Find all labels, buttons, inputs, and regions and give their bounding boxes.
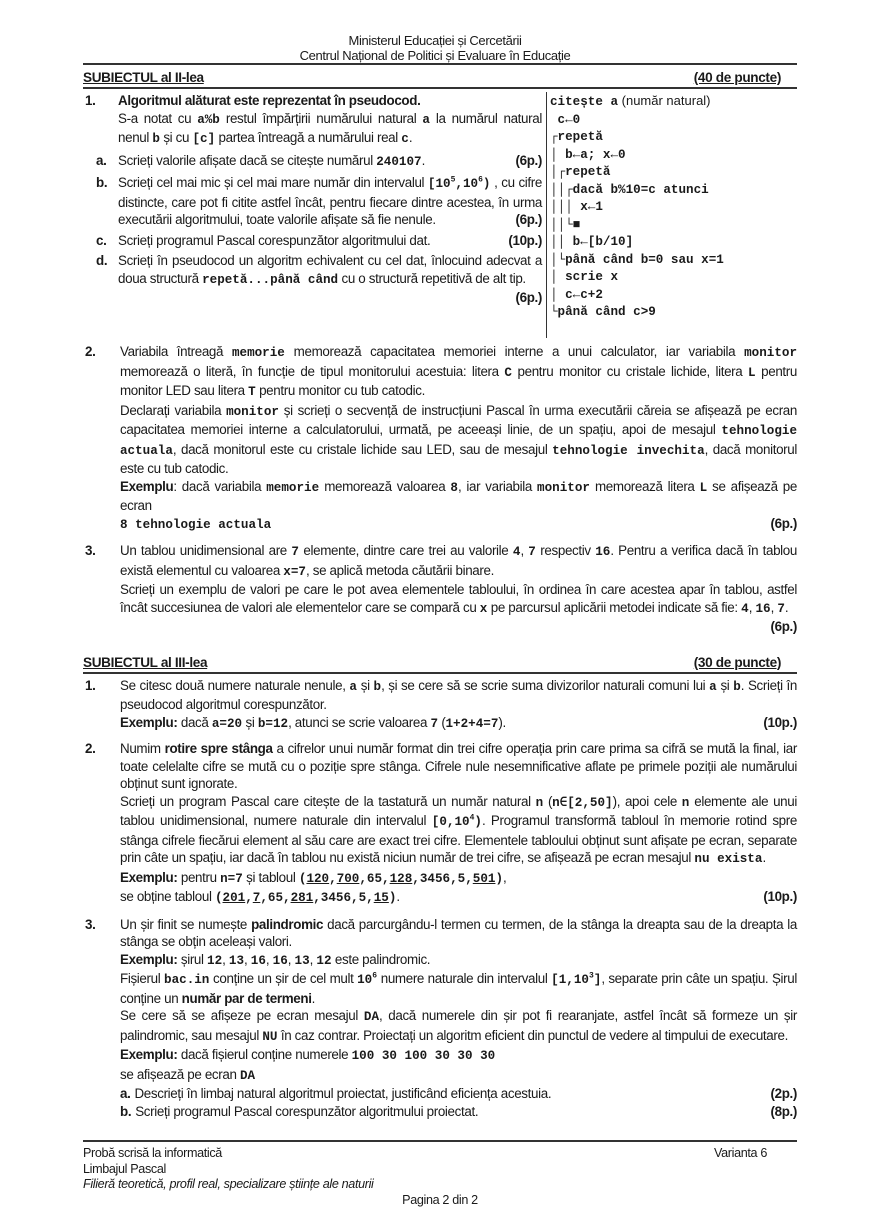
text-run: Exemplu: bbox=[120, 951, 178, 967]
text-run: Variabila întreagă bbox=[120, 344, 232, 359]
code-run: monitor bbox=[226, 404, 279, 419]
subitem bbox=[96, 152, 542, 172]
text-run: , bbox=[287, 951, 295, 967]
text-run: Scrieți cel mai mic și cel mai mare număr din intervalul bbox=[118, 175, 428, 190]
text-run: , bbox=[222, 951, 229, 967]
footer bbox=[83, 1140, 797, 1220]
section-points: (30 de puncte) bbox=[693, 654, 781, 670]
paragraph bbox=[120, 1066, 797, 1086]
text-run: , bbox=[520, 543, 529, 558]
paragraph bbox=[120, 402, 797, 478]
item-number: 2. bbox=[85, 741, 96, 756]
footer-exam: Probă scrisă la informatică bbox=[83, 1146, 222, 1160]
paragraph bbox=[120, 478, 797, 515]
code-run: ,3456,5, bbox=[412, 871, 473, 886]
text-run: ( bbox=[543, 793, 553, 809]
code-run: monitor bbox=[744, 346, 797, 360]
section-title: SUBIECTUL al III-lea bbox=[83, 654, 208, 670]
pseudocode-line: ││└■ bbox=[550, 217, 581, 232]
code-run: 100 30 100 30 30 30 bbox=[351, 1049, 496, 1063]
code-run: b=12 bbox=[257, 716, 289, 731]
code-run: a bbox=[349, 679, 357, 694]
code-run: ( bbox=[214, 891, 223, 905]
text-run: Exemplu: bbox=[120, 1047, 178, 1062]
text-run: , și se cere să se scrie suma divizorilor naturali comuni lui bbox=[381, 677, 710, 693]
text-run: Un șir finit se numește bbox=[120, 916, 252, 932]
code-run: n bbox=[535, 795, 544, 810]
points-label: (6p.) bbox=[770, 515, 797, 531]
text-run: memorează o literă, în funcție de tipul monitorului acestuia: litera bbox=[120, 363, 505, 379]
text-run: . Scrieți în pseudocod algoritmul corespunzător. bbox=[120, 677, 797, 712]
code-run: 10 bbox=[357, 973, 373, 987]
text-run: pentru monitor cu cristale lichide, litera bbox=[511, 363, 748, 379]
pseudocode-line: c←0 bbox=[550, 112, 581, 127]
item-3-1 bbox=[83, 677, 797, 734]
text-run: Exemplu bbox=[120, 478, 174, 494]
code-run: 281 bbox=[290, 891, 314, 905]
code-run: bac.in bbox=[164, 973, 210, 987]
paragraph bbox=[120, 888, 797, 908]
code-run: 7 bbox=[528, 545, 536, 559]
subitem bbox=[96, 174, 542, 229]
code-run: 6 bbox=[372, 971, 378, 981]
code-run: 12 bbox=[207, 953, 223, 968]
code-run: L bbox=[747, 365, 756, 380]
text-run: . Pentru a verifica dacă în tablou există elementul cu valoarea bbox=[120, 543, 798, 578]
text-run: pentru monitor LED sau litera bbox=[120, 363, 798, 398]
text-run: : dacă variabila bbox=[173, 478, 267, 494]
code-run: a%b bbox=[197, 112, 220, 127]
pseudocode-line: ┌repetă bbox=[550, 130, 603, 144]
paragraph bbox=[120, 714, 797, 734]
code-run: 700 bbox=[336, 871, 360, 886]
text-run: pentru bbox=[177, 869, 221, 885]
code-run: 16 bbox=[272, 953, 288, 968]
text-run: memorează litera bbox=[589, 478, 700, 494]
text-run: Exemplu: bbox=[120, 714, 178, 730]
code-run: nu exista bbox=[694, 852, 763, 866]
pseudocode-text: citește a bbox=[550, 95, 619, 109]
code-run: T bbox=[248, 385, 256, 399]
text-run: Scrieți un exemplu de valori pe care le pot avea elementele tabloului, în ordinea în care acestea apar în tablou, astfel încât succesiunea de valori ale elementelor care se compară cu bbox=[120, 582, 797, 615]
pseudocode-line bbox=[547, 92, 797, 112]
text-run: , bbox=[770, 599, 778, 615]
code-run: 4 bbox=[469, 813, 475, 823]
code-run: 7 bbox=[777, 601, 785, 616]
code-run: repetă...până când bbox=[202, 272, 339, 287]
points-label: (6p.) bbox=[515, 212, 542, 227]
code-run: a bbox=[422, 112, 430, 127]
text-run: , dacă monitorul este cu tub catodic. bbox=[120, 441, 798, 476]
item-body bbox=[120, 740, 797, 908]
paragraph bbox=[120, 793, 797, 869]
code-run: ) bbox=[388, 891, 397, 905]
code-run: 8 tehnologie actuala bbox=[120, 517, 272, 532]
text-run: , cu cifre distincte, care pot fi citite astfel încât, pentru fiecare dintre acestea, în urma executării algoritmului, toate valorile afișate să fie nenule. bbox=[118, 175, 542, 227]
pseudocode-line: ││┌dacă b%10=c atunci bbox=[550, 182, 709, 197]
points-label: (6p.) bbox=[515, 152, 542, 168]
code-run: , bbox=[329, 871, 337, 886]
text-run: dacă bbox=[177, 714, 212, 730]
code-run: a=20 bbox=[211, 716, 243, 731]
code-run: [0,10 bbox=[431, 815, 470, 829]
item-body bbox=[120, 542, 797, 636]
pseudocode-line: │ b←a; x←0 bbox=[550, 147, 626, 162]
text-run: la numărul natural nenul bbox=[118, 110, 542, 145]
code-run: [10 bbox=[427, 177, 451, 191]
text-run: , se aplică metoda căutării binare. bbox=[305, 562, 494, 578]
item-paragraphs bbox=[120, 916, 797, 1086]
points-label: (10p.) bbox=[763, 889, 797, 904]
text-run: Se cere să se afișeze pe ecran mesajul bbox=[120, 1008, 364, 1023]
code-run: x bbox=[479, 601, 488, 616]
text-run: S-a notat cu bbox=[118, 110, 198, 126]
code-run: n∈[2,50] bbox=[552, 795, 613, 810]
item-2-1 bbox=[83, 92, 797, 338]
item-text-column bbox=[96, 92, 542, 338]
text-run: restul împărțirii numărului natural bbox=[219, 110, 423, 126]
text-run: , atunci se scrie valoarea bbox=[288, 714, 431, 730]
paragraph bbox=[120, 343, 797, 402]
text-run: ( bbox=[438, 714, 446, 730]
text-run: dacă fișierul conține numerele bbox=[177, 1047, 352, 1062]
item-2-2 bbox=[83, 343, 797, 534]
code-run: ) bbox=[495, 871, 504, 886]
code-run: 120 bbox=[306, 871, 330, 886]
pseudocode-line: │└până când b=0 sau x=1 bbox=[550, 252, 724, 267]
code-run: x=7 bbox=[283, 564, 306, 579]
text-run: memorează capacitatea memoriei interne a unui calculator, iar variabila bbox=[284, 344, 745, 359]
code-run: 3 bbox=[588, 971, 594, 981]
code-run: NU bbox=[262, 1029, 278, 1044]
code-run: 6 bbox=[478, 175, 483, 185]
code-run: b bbox=[373, 679, 382, 694]
code-run: 201 bbox=[222, 891, 246, 905]
text-run: și bbox=[242, 714, 258, 730]
code-run: ( bbox=[298, 871, 307, 886]
text-run: palindromic bbox=[251, 916, 324, 932]
code-run: n=7 bbox=[220, 871, 243, 886]
item-number: 3. bbox=[85, 543, 96, 558]
points-label: (6p.) bbox=[770, 619, 797, 634]
code-run: ,65, bbox=[260, 891, 291, 905]
paragraph bbox=[120, 1046, 797, 1066]
code-run: 12 bbox=[316, 953, 332, 968]
text-run: Scrieți un program Pascal care citește de la tastatură un număr natural bbox=[120, 793, 536, 809]
item-heading: Algoritmul alăturat este reprezentat în pseudocod. bbox=[118, 93, 421, 108]
section-title: SUBIECTUL al II-lea bbox=[83, 70, 204, 85]
code-run: 4 bbox=[741, 601, 749, 616]
section-heading-subject-3 bbox=[83, 654, 797, 674]
text-run: ). bbox=[498, 714, 506, 730]
paragraph bbox=[120, 869, 797, 889]
code-run: 1+2+4=7 bbox=[445, 716, 499, 731]
text-run: partea întreagă a numărului real bbox=[215, 130, 402, 145]
subitems bbox=[96, 152, 542, 307]
text-run: Un tablou unidimensional are bbox=[120, 543, 292, 558]
footer-variant: Varianta 6 bbox=[714, 1146, 767, 1160]
pseudocode-line: │ c←c+2 bbox=[550, 287, 603, 302]
text-run: . bbox=[762, 850, 766, 865]
footer-first-row bbox=[83, 1146, 797, 1162]
text-run: , iar variabila bbox=[457, 478, 538, 494]
points-label: (2p.) bbox=[770, 1086, 797, 1101]
text-run: Scrieți programul Pascal corespunzător algoritmului proiectat. bbox=[135, 1103, 479, 1119]
text-run: dacă parcurgându-l termen cu termen, de la stânga la dreapta sau de la dreapta la stânga se obțin aceleași valori. bbox=[120, 916, 797, 949]
subitems bbox=[120, 1085, 797, 1120]
item-number: 2. bbox=[85, 344, 96, 359]
code-run: 501 bbox=[472, 871, 496, 886]
text-run: Se citesc două numere naturale nenule, bbox=[120, 677, 350, 693]
item-3-2 bbox=[83, 740, 797, 908]
item-intro bbox=[118, 110, 542, 149]
item-2-3 bbox=[83, 542, 797, 636]
code-run: a bbox=[709, 679, 717, 694]
text-run: . bbox=[421, 152, 425, 168]
text-run: Fișierul bbox=[120, 971, 165, 986]
pseudocode-block bbox=[546, 92, 797, 338]
paragraph bbox=[120, 515, 797, 535]
code-run: 16 bbox=[755, 601, 771, 616]
code-run: ] bbox=[593, 973, 602, 987]
code-run: , bbox=[245, 891, 253, 905]
item-number: 1. bbox=[85, 677, 96, 693]
pseudocode-line: │┌repetă bbox=[550, 165, 611, 179]
pseudocode-note: (număr natural) bbox=[618, 93, 711, 108]
code-run: DA bbox=[239, 1068, 256, 1083]
code-run: 16 bbox=[595, 545, 611, 559]
subitem-letter: b. bbox=[96, 175, 108, 190]
code-run: [c] bbox=[192, 132, 216, 146]
text-run: a cifrelor unui număr format din trei cifre operația prin care prima sa cifră se mută la final, iar toate celelalte cifre se mută cu o poziție spre stânga. Cifrele nule nesemnificative aflate pe primele poziții ale numărului obținut sunt ignorate. bbox=[120, 741, 797, 791]
text-run: Scrieți în pseudocod un algoritm echivalent cu cel dat, înlocuind adecvat a doua structură bbox=[118, 253, 542, 286]
text-run: și bbox=[716, 677, 734, 693]
text-run: în caz contrar. Proiectați un algoritm eficient din punctul de vedere al timpului de executare. bbox=[277, 1027, 788, 1043]
code-run: 8 bbox=[450, 480, 458, 495]
code-run: ,10 bbox=[455, 177, 479, 191]
code-run: 240107 bbox=[376, 154, 422, 169]
pseudocode-line: ││ b←[b/10] bbox=[550, 235, 634, 249]
pseudocode-line: └până când c>9 bbox=[550, 305, 656, 319]
item-3-3 bbox=[83, 916, 797, 1121]
paragraph bbox=[120, 916, 797, 951]
text-run: memorează valoarea bbox=[319, 478, 451, 494]
subitem bbox=[120, 1103, 797, 1121]
code-run: 15 bbox=[373, 891, 389, 905]
text-run: . bbox=[784, 599, 789, 615]
code-run: ,3456,5, bbox=[313, 891, 374, 905]
code-run: DA bbox=[363, 1010, 380, 1024]
subitem bbox=[96, 252, 542, 307]
spacer bbox=[83, 1120, 797, 1140]
text-run: și cu bbox=[159, 130, 193, 145]
text-run: rotire spre stânga bbox=[164, 741, 273, 756]
footer-language: Limbajul Pascal bbox=[83, 1161, 166, 1176]
code-run: c bbox=[401, 132, 409, 146]
pseudocode-line: │││ x←1 bbox=[550, 200, 603, 214]
points-label: (10p.) bbox=[508, 232, 542, 248]
text-run: și bbox=[356, 677, 374, 693]
section-heading-subject-2 bbox=[83, 69, 797, 89]
subitem-letter: a. bbox=[96, 152, 107, 168]
pseudocode-lines bbox=[547, 112, 797, 322]
code-run: 7 bbox=[430, 716, 439, 731]
text-run: elemente ale unui tablou unidimensional, numere naturale din intervalul bbox=[120, 793, 797, 828]
text-run: , separate prin câte un spațiu. Șirul conține un bbox=[120, 971, 797, 1006]
paragraph bbox=[120, 542, 797, 581]
points-label: (6p.) bbox=[515, 290, 542, 305]
text-run: Exemplu: bbox=[120, 869, 178, 885]
code-run: [1,10 bbox=[551, 973, 589, 987]
code-run: tehnologie invechita bbox=[552, 443, 705, 458]
page-number: Pagina 2 din 2 bbox=[402, 1192, 478, 1207]
text-run: Numim bbox=[120, 741, 165, 756]
text-run: șirul bbox=[177, 951, 208, 967]
text-run: . bbox=[396, 889, 400, 904]
text-run: și tabloul bbox=[242, 869, 299, 885]
subitem-letter: d. bbox=[96, 253, 108, 268]
item-number: 3. bbox=[85, 916, 96, 932]
code-run: 16 bbox=[250, 953, 266, 968]
exam-page bbox=[83, 0, 797, 1220]
code-run: monitor bbox=[537, 480, 590, 495]
text-run: este palindromic. bbox=[331, 951, 431, 967]
text-run: cu o structură repetitivă de alt tip. bbox=[338, 270, 526, 286]
subitem bbox=[96, 232, 542, 250]
paragraph bbox=[120, 951, 797, 971]
ministry-name: Ministerul Educației și Cercetării bbox=[348, 33, 522, 48]
center-name: Centrul Național de Politici și Evaluare în Educație bbox=[299, 48, 571, 63]
item-body bbox=[96, 92, 797, 338]
paragraph bbox=[120, 970, 797, 1007]
text-run: se afișează pe ecran bbox=[120, 478, 797, 513]
code-run: 7 bbox=[252, 891, 261, 905]
code-run: n bbox=[681, 795, 690, 810]
text-run: Scrieți programul Pascal corespunzător algoritmului dat. bbox=[118, 232, 431, 248]
pseudocode-line: │ scrie x bbox=[550, 270, 619, 284]
text-run: pentru monitor cu tub catodic. bbox=[255, 383, 425, 398]
text-run: Descrieți în limbaj natural algoritmul proiectat, justificând eficiența acestuia. bbox=[134, 1086, 552, 1101]
paragraph bbox=[120, 740, 797, 793]
code-run: tehnologie actuala bbox=[120, 424, 797, 458]
item-number: 1. bbox=[85, 93, 96, 108]
text-run: elemente, dintre care trei au valorile bbox=[298, 543, 513, 558]
code-run: 13 bbox=[294, 953, 310, 968]
text-run: număr par de termeni bbox=[181, 990, 312, 1006]
text-run: se obține tabloul bbox=[120, 889, 215, 904]
text-run: Scrieți valorile afișate dacă se citește numărul bbox=[118, 152, 377, 168]
text-run: pe parcursul aplicării metodei indicate să fie: bbox=[487, 599, 742, 615]
item-body bbox=[120, 343, 797, 534]
item-body bbox=[120, 916, 797, 1121]
text-run: , bbox=[244, 951, 251, 967]
text-run: și scrieți o secvență de instrucțiuni Pascal în urma executării căreia se afișează pe ecran capacitatea memoriei interne a calculatorului, urmată, pe aceeași linie, de un spațiu, apoi de mesajul bbox=[120, 402, 797, 437]
text-run: . Programul transformă tabloul în memorie rotind spre stânga cifrele fiecărui element al său care are exact trei cifre. Elementele tabloului obținut sunt afișate pe ecran, separate prin câte un spațiu, iar dacă în tablou nu există niciun număr de trei cifre, se afișează pe ecran mesajul bbox=[120, 813, 797, 865]
code-run: 7 bbox=[291, 545, 299, 559]
text-run: , bbox=[748, 599, 756, 615]
code-run: ) bbox=[474, 815, 482, 829]
paragraph bbox=[120, 581, 797, 636]
text-run: . bbox=[311, 990, 315, 1006]
text-run: , bbox=[265, 951, 273, 967]
text-run: , bbox=[503, 869, 507, 885]
text-run: . bbox=[408, 130, 413, 145]
section-points: (40 de puncte) bbox=[693, 70, 781, 85]
code-run: 13 bbox=[228, 953, 245, 968]
text-run: numere naturale din intervalul bbox=[377, 971, 552, 986]
code-run: b bbox=[733, 679, 741, 694]
paragraph bbox=[120, 1007, 797, 1046]
points-label: (10p.) bbox=[763, 714, 797, 730]
code-run: ) bbox=[482, 177, 491, 191]
text-run: , bbox=[309, 951, 317, 967]
text-run: , dacă monitorul este cu cristale lichide sau LED, sau de mesajul bbox=[172, 441, 553, 457]
code-run: ,65, bbox=[359, 871, 390, 886]
subitem bbox=[120, 1085, 797, 1103]
text-run: , dacă numerele din șir pot fi rearanjate, astfel încât să formeze un șir palindromic, sau mesajul bbox=[120, 1008, 797, 1043]
text-run: ), apoi cele bbox=[612, 793, 682, 809]
subitem-letter: a. bbox=[120, 1086, 131, 1101]
code-run: 4 bbox=[512, 545, 521, 559]
points-label: (8p.) bbox=[770, 1103, 797, 1119]
text-run: respectiv bbox=[535, 543, 596, 558]
code-run: b bbox=[152, 132, 160, 146]
code-run: L bbox=[699, 480, 708, 495]
header-divider bbox=[83, 63, 797, 65]
footer-track: Filieră teoretică, profil real, specializare științe ale naturii bbox=[83, 1177, 374, 1191]
code-run: memorie bbox=[231, 346, 285, 360]
text-run: Declarați variabila bbox=[120, 402, 227, 418]
code-run: memorie bbox=[266, 480, 320, 495]
item-body bbox=[120, 677, 797, 734]
text-run: se afișează pe ecran bbox=[120, 1066, 240, 1082]
code-run: 5 bbox=[450, 175, 456, 185]
code-run: C bbox=[504, 365, 512, 380]
subitem-letter: b. bbox=[120, 1103, 132, 1119]
code-run: 128 bbox=[389, 871, 413, 886]
paragraph bbox=[120, 677, 797, 714]
text-run: conține un șir de cel mult bbox=[209, 971, 358, 986]
subitem-letter: c. bbox=[96, 232, 107, 248]
